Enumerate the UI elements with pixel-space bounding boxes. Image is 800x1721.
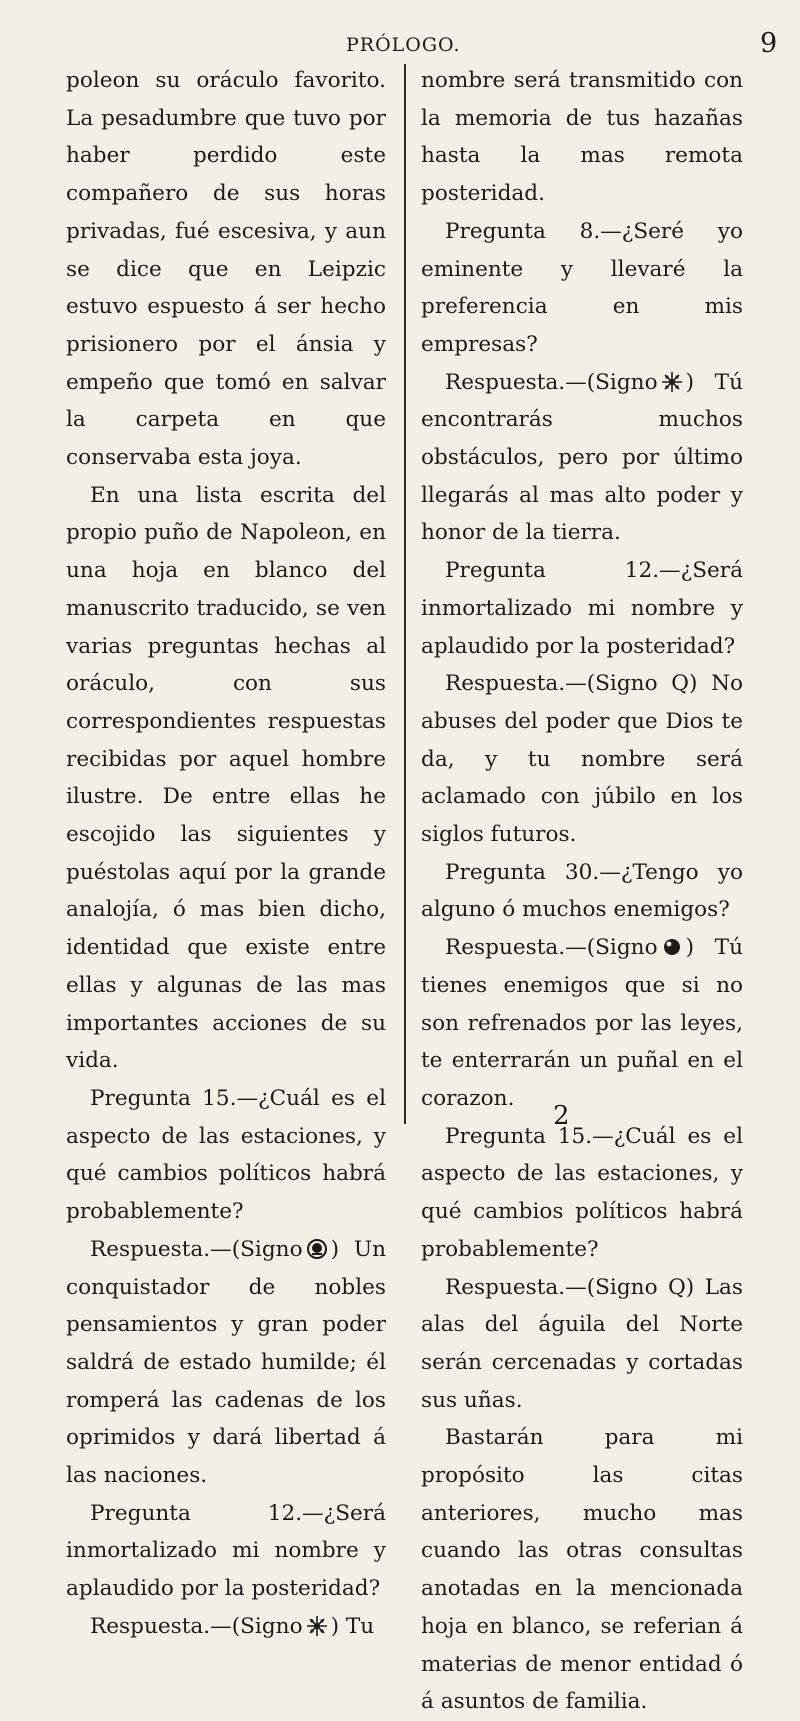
- answer-label: Respuesta.—(Signo: [90, 1236, 303, 1262]
- answer-paragraph: [421, 364, 743, 553]
- answer-label: Respuesta.—(Signo: [445, 935, 658, 961]
- star-cluster-icon: [661, 371, 683, 393]
- left-column: [66, 62, 386, 1646]
- right-column: [421, 62, 743, 1721]
- answer-label: Respuesta.—(Signo: [90, 1613, 303, 1639]
- paragraph: nombre será transmitido con la memoria de tus hazañas hasta la mas remota posteridad.: [421, 68, 743, 207]
- question-paragraph: Pregunta 8.—¿Seré yo eminente y llevaré la preferencia en mis empresas?: [421, 218, 743, 357]
- running-title: PRÓLOGO.: [346, 34, 461, 56]
- question-paragraph: Pregunta 12.—¿Será inmortalizado mi nombre y aplaudido por la posteridad?: [66, 1500, 386, 1602]
- answer-text: ) Un conquistador de nobles pensamientos y gran poder saldrá de estado humilde; él romperá las cadenas de los oprimidos y dará libertad á las naciones.: [66, 1236, 386, 1489]
- question-paragraph: Pregunta 15.—¿Cuál es el aspecto de las estaciones, y qué cambios políticos habrá probablemente?: [66, 1085, 386, 1225]
- paragraph: poleon su oráculo favorito. La pesadumbre que tuvo por haber perdido este compañero de sus horas privadas, fué escesiva, y aun se dice que en Leipzic estuvo espuesto á ser hecho prisionero por el ánsia y empeño que tomó en salvar la carpeta en que conservaba esta joya.: [66, 68, 386, 471]
- filled-circle-icon: [661, 936, 683, 958]
- answer-paragraph: Respuesta.—(Signo Q) Las alas del águila del Norte serán cercenadas y cortadas sus uñas.: [421, 1274, 743, 1413]
- circled-figure-icon: [306, 1238, 328, 1260]
- closing-paragraph: Bastarán para mi propósito las citas anteriores, mucho mas cuando las otras consultas anotadas en la mencionada hoja en blanco, se referian á materias de menor entidad ó á asuntos de familia.: [421, 1425, 743, 1715]
- question-paragraph: Pregunta 12.—¿Será inmortalizado mi nombre y aplaudido por la posteridad?: [421, 558, 743, 659]
- column-divider: [404, 64, 406, 1124]
- signature-mark: 2: [553, 1101, 570, 1131]
- answer-label: Respuesta.—(Signo: [445, 369, 658, 395]
- answer-paragraph: [66, 1231, 386, 1495]
- answer-text: ) Tu: [330, 1613, 375, 1639]
- running-head: [0, 22, 800, 62]
- question-paragraph: Pregunta 15.—¿Cuál es el aspecto de las estaciones, y qué cambios políticos habrá probablemente?: [421, 1123, 743, 1262]
- answer-paragraph: Respuesta.—(Signo Q) No abuses del poder que Dios te da, y tu nombre será aclamado con júbilo en los siglos futuros.: [421, 671, 743, 848]
- question-paragraph: Pregunta 30.—¿Tengo yo alguno ó muchos enemigos?: [421, 859, 743, 923]
- page-number: 9: [760, 28, 778, 59]
- paragraph: En una lista escrita del propio puño de Napoleon, en una hoja en blanco del manuscrito traducido, se ven varias preguntas hechas al oráculo, con sus correspondientes respuestas recibidas por aquel hombre ilustre. De entre ellas he escojido las siguientes y puéstolas aquí por la grande analojía, ó mas bien dicho, identidad que existe entre ellas y algunas de las mas importantes acciones de su vida.: [66, 482, 386, 1074]
- answer-text: ) Tú tienes enemigos que si no son refrenados por las leyes, te enterrarán un puñal en el corazon.: [421, 935, 743, 1111]
- star-cluster-icon: [306, 1615, 328, 1637]
- answer-text: ) Tú encontrarás muchos obstáculos, pero por último llegarás al mas alto poder y honor de la tierra.: [421, 369, 743, 546]
- answer-paragraph: [66, 1608, 386, 1646]
- answer-paragraph: [421, 929, 743, 1118]
